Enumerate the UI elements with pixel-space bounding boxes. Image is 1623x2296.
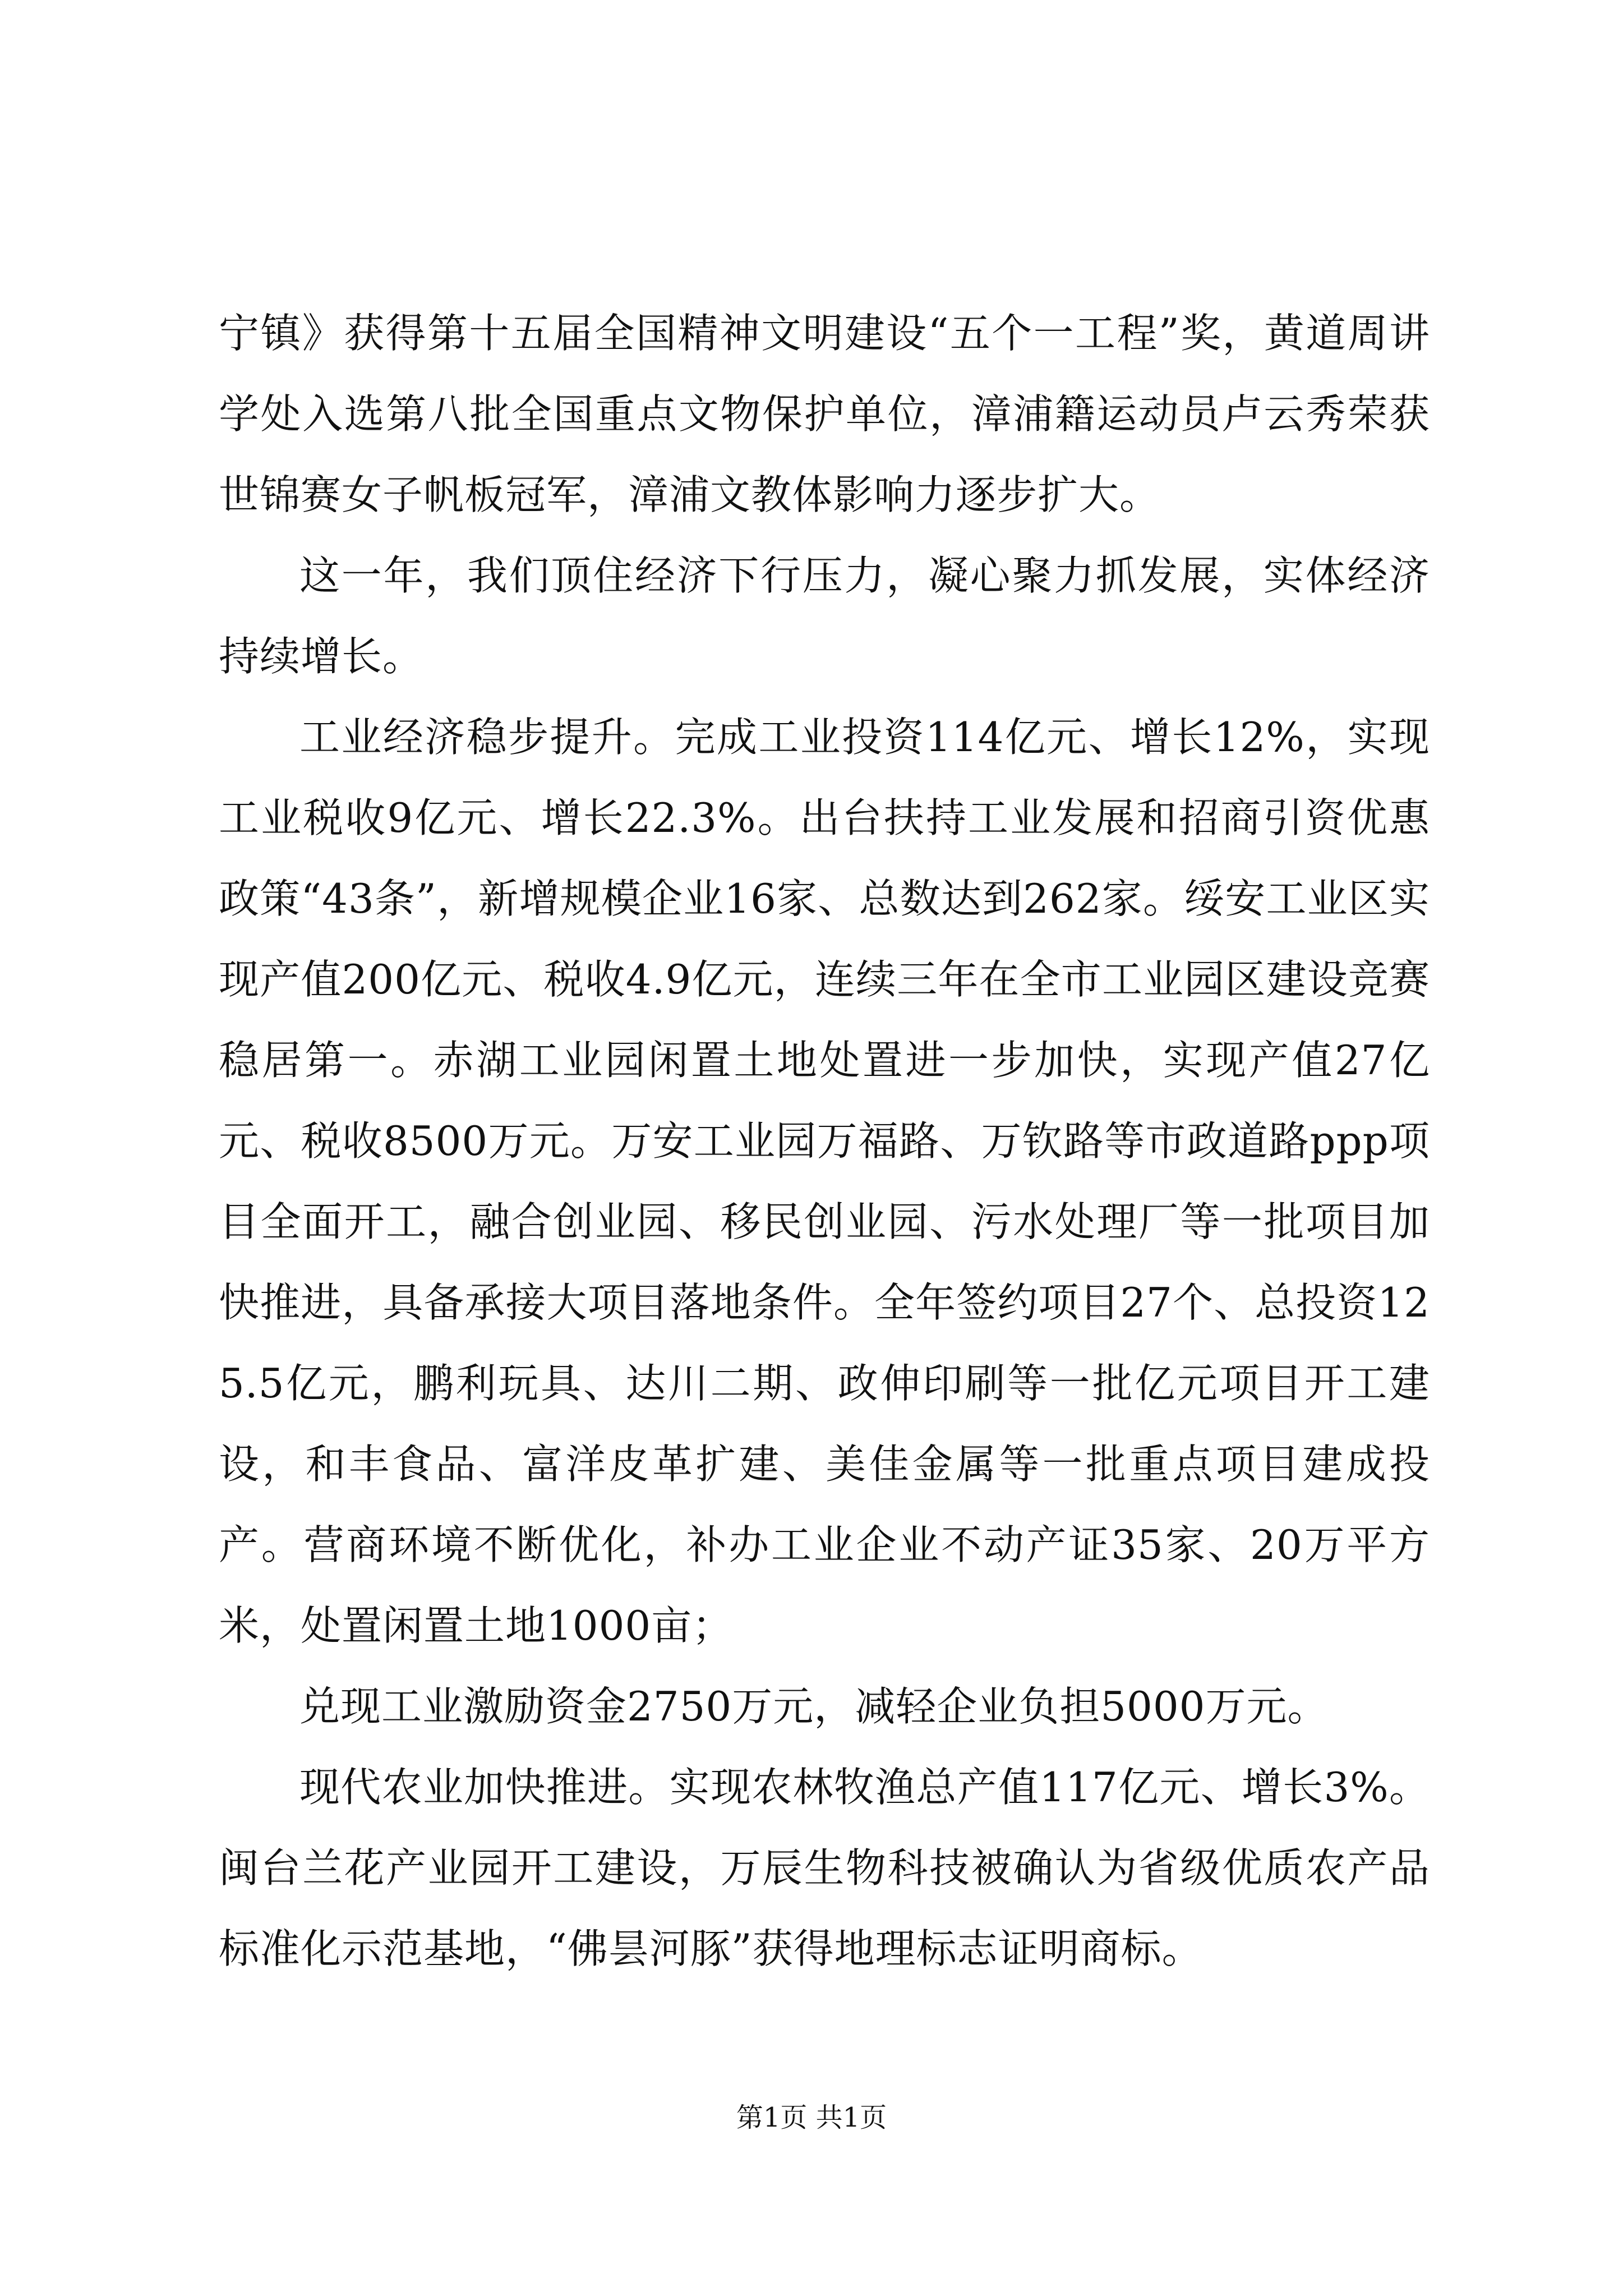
- paragraph-5: 现代农业加快推进。实现农林牧渔总产值117亿元、增长3%。闽台兰花产业园开工建设，万辰生物科技被确认为省级优质农产品标准化示范基地，“佛昙河豚”获得地理标志证明商标。: [219, 1764, 1430, 1972]
- paragraph-2: 这一年，我们顶住经济下行压力，凝心聚力抓发展，实体经济持续增长。: [219, 552, 1430, 680]
- paragraph-3: 工业经济稳步提升。完成工业投资114亿元、增长12%，实现工业税收9亿元、增长22.3%。出台扶持工业发展和招商引资优惠政策“43条”，新增规模企业16家、总数达到262家。绥安工业区实现产值200亿元、税收4.9亿元，连续三年在全市工业园区建设竞赛稳居第一。赤湖工业园闲置土地处置进一步加快，实现产值27亿元、税收8500万元。万安工业园万福路、万钦路等市政道路ppp项目全面开工，融合创业园、移民创业园、污水处理厂等一批项目加快推进，具备承接大项目落地条件。全年签约项目27个、总投资125.5亿元，鹏利玩具、达川二期、政伸印刷等一批亿元项目开工建设，和丰食品、富洋皮革扩建、美佳金属等一批重点项目建成投产。营商环境不断优化，补办工业企业不动产证35家、20万平方米，处置闲置土地1000亩；: [219, 714, 1430, 1649]
- paragraph-1: 宁镇》获得第十五届全国精神文明建设“五个一工程”奖，黄道周讲学处入选第八批全国重点文物保护单位，漳浦籍运动员卢云秀荣获世锦赛女子帆板冠军，漳浦文教体影响力逐步扩大。: [219, 310, 1430, 518]
- paragraph-4: 兑现工业激励资金2750万元，减轻企业负担5000万元。: [299, 1683, 1329, 1730]
- document-body: [219, 293, 1430, 1989]
- page-footer: 第1页 共1页: [736, 2102, 887, 2133]
